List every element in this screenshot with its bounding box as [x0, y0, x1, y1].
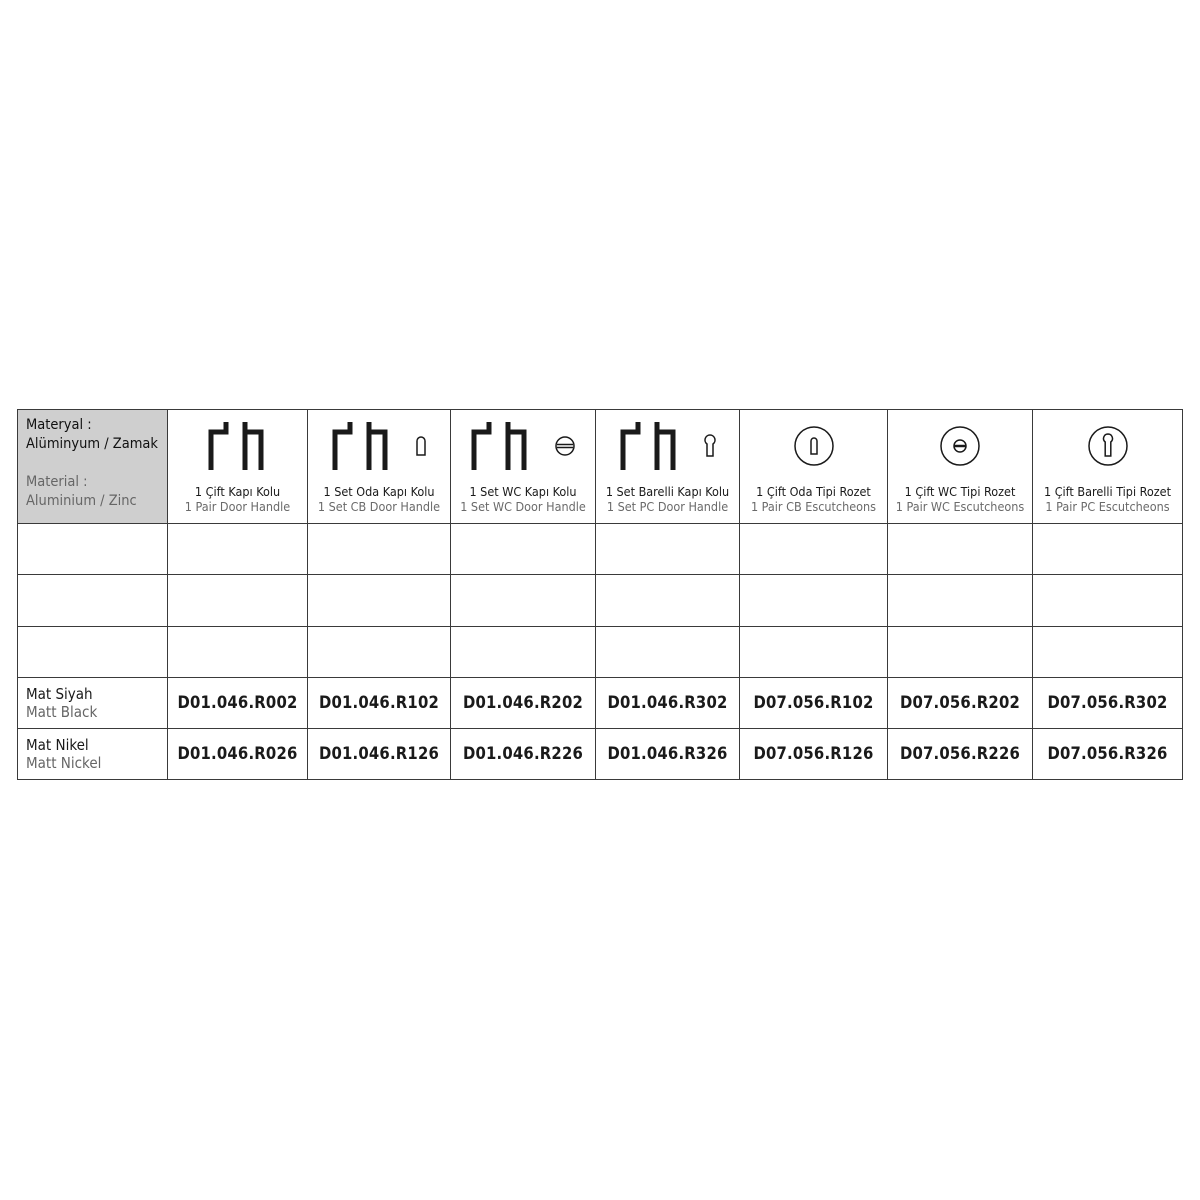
product-en-label: 1 Pair PC Escutcheons: [1045, 499, 1170, 514]
finish-label-cell: [18, 728, 168, 779]
empty-cell: [308, 524, 451, 575]
empty-cell: [168, 626, 308, 677]
product-header-2: [308, 410, 451, 524]
empty-row: [18, 626, 1183, 677]
door-handle-icon: [470, 420, 532, 472]
empty-cell: [168, 575, 308, 626]
product-tr-label: 1 Çift WC Tipi Rozet: [904, 484, 1016, 499]
product-en-label: 1 Set WC Door Handle: [460, 499, 586, 514]
product-tr-label: 1 Set Barelli Kapı Kolu: [605, 484, 730, 499]
material-en-label: Material :: [26, 474, 88, 490]
product-code: D01.046.R326: [596, 728, 740, 779]
empty-cell: [1033, 524, 1183, 575]
finish-en-label: Matt Black: [26, 702, 98, 721]
product-code: D01.046.R102: [308, 677, 451, 728]
empty-cell: [596, 626, 740, 677]
header-row: [18, 410, 1183, 524]
wc-turn-icon: [554, 435, 576, 457]
finish-tr-label: Mat Nikel: [26, 735, 89, 754]
finish-label-cell: [18, 677, 168, 728]
product-code: D01.046.R002: [168, 677, 308, 728]
empty-cell: [888, 626, 1033, 677]
finish-row-matt-black: [18, 677, 1183, 728]
product-code: D07.056.R302: [1033, 677, 1183, 728]
empty-cell: [308, 626, 451, 677]
product-header-1: [168, 410, 308, 524]
product-en-label: 1 Pair CB Escutcheons: [750, 499, 877, 514]
product-code: D07.056.R226: [888, 728, 1033, 779]
product-en-label: 1 Set CB Door Handle: [317, 499, 441, 514]
wc-escutcheon-icon: [939, 425, 981, 467]
product-header-4: [596, 410, 740, 524]
empty-cell: [740, 575, 888, 626]
material-en-value: Aluminium / Zinc: [26, 493, 137, 509]
empty-cell: [1033, 626, 1183, 677]
pc-escutcheon-icon: [1087, 425, 1129, 467]
product-table: [17, 409, 1182, 780]
empty-cell: [596, 524, 740, 575]
product-en-label: 1 Set PC Door Handle: [606, 499, 729, 514]
pc-cylinder-icon: [703, 434, 717, 458]
product-tr-label: 1 Çift Kapı Kolu: [194, 484, 281, 499]
empty-cell: [1033, 575, 1183, 626]
finish-row-matt-nickel: [18, 728, 1183, 779]
empty-cell: [18, 575, 168, 626]
product-code: D01.046.R026: [168, 728, 308, 779]
empty-cell: [888, 524, 1033, 575]
product-code: D07.056.R202: [888, 677, 1033, 728]
empty-cell: [451, 524, 596, 575]
product-header-7: [1033, 410, 1183, 524]
empty-cell: [740, 626, 888, 677]
empty-cell: [451, 575, 596, 626]
material-cell: [18, 410, 168, 524]
cb-escutcheon-icon: [793, 425, 835, 467]
cb-keyhole-icon: [415, 435, 427, 457]
product-header-3: [451, 410, 596, 524]
empty-cell: [888, 575, 1033, 626]
product-code: D07.056.R326: [1033, 728, 1183, 779]
product-tr-label: 1 Çift Barelli Tipi Rozet: [1043, 484, 1172, 499]
empty-cell: [308, 575, 451, 626]
product-tr-label: 1 Set WC Kapı Kolu: [469, 484, 577, 499]
product-code: D01.046.R226: [451, 728, 596, 779]
door-handle-icon: [619, 420, 681, 472]
empty-row: [18, 575, 1183, 626]
product-code: D01.046.R202: [451, 677, 596, 728]
product-header-5: [740, 410, 888, 524]
product-code: D07.056.R126: [740, 728, 888, 779]
empty-cell: [18, 524, 168, 575]
door-handle-icon: [331, 420, 393, 472]
empty-cell: [451, 626, 596, 677]
empty-cell: [596, 575, 740, 626]
product-en-label: 1 Pair WC Escutcheons: [895, 499, 1025, 514]
product-code: D01.046.R302: [596, 677, 740, 728]
finish-en-label: Matt Nickel: [26, 753, 102, 772]
empty-row: [18, 524, 1183, 575]
product-code: D07.056.R102: [740, 677, 888, 728]
product-en-label: 1 Pair Door Handle: [184, 499, 291, 514]
empty-cell: [18, 626, 168, 677]
finish-tr-label: Mat Siyah: [26, 684, 93, 703]
product-tr-label: 1 Set Oda Kapı Kolu: [323, 484, 435, 499]
empty-cell: [740, 524, 888, 575]
product-tr-label: 1 Çift Oda Tipi Rozet: [756, 484, 871, 499]
material-tr-label: Materyal :: [26, 417, 92, 433]
product-header-6: [888, 410, 1033, 524]
empty-cell: [168, 524, 308, 575]
product-code: D01.046.R126: [308, 728, 451, 779]
material-tr-value: Alüminyum / Zamak: [26, 436, 158, 452]
door-handle-icon: [207, 420, 269, 472]
